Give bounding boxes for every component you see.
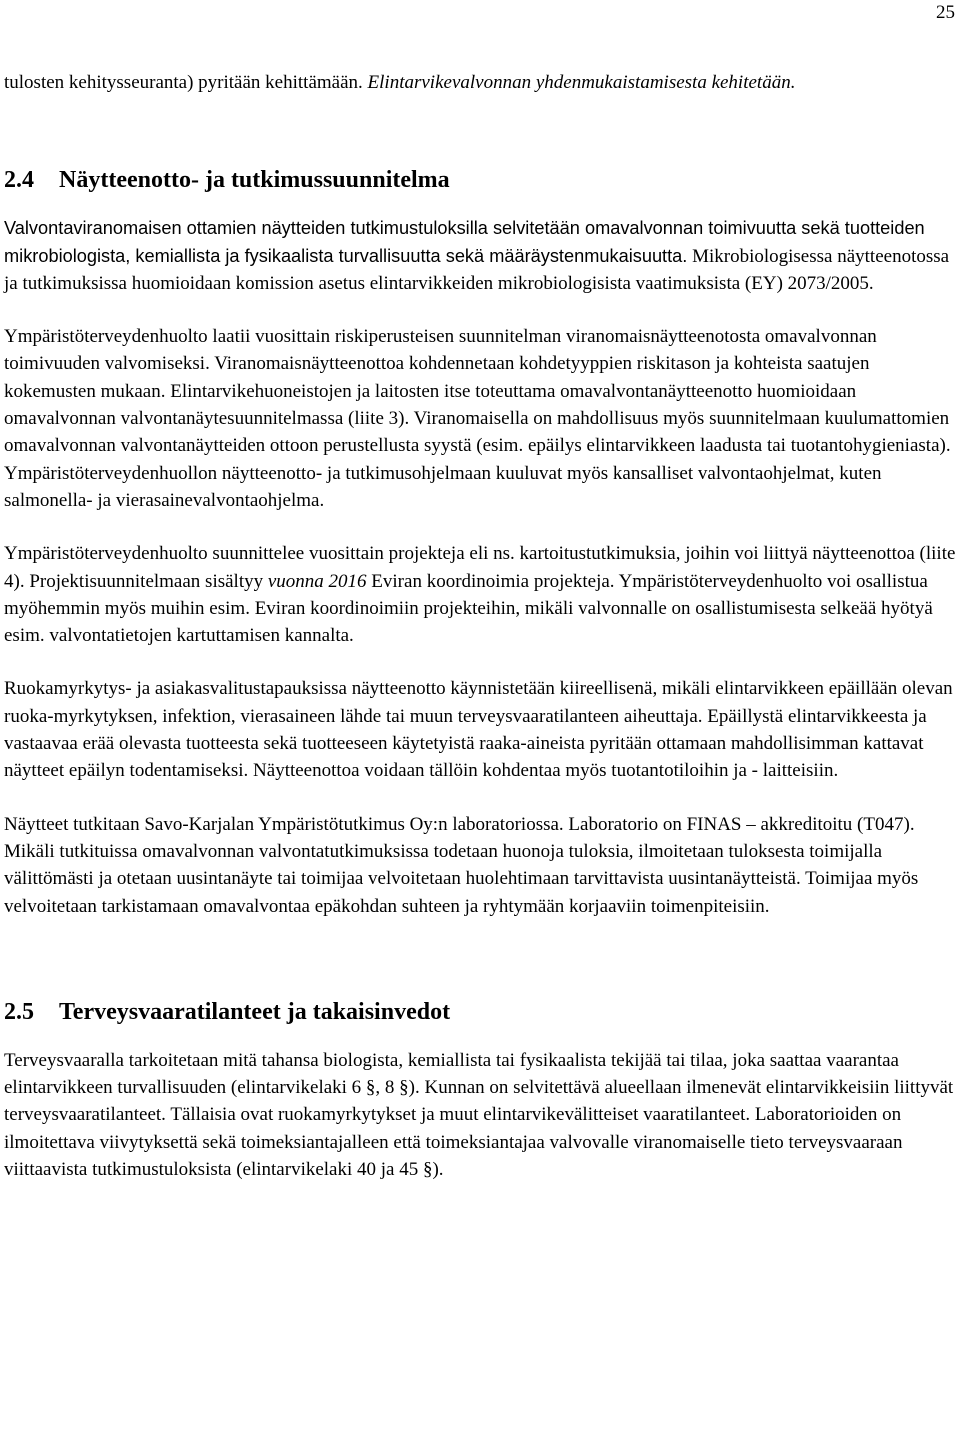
spacer	[4, 1027, 960, 1047]
document-body	[4, 69, 960, 1183]
section-heading-2-4	[4, 165, 960, 195]
text: Eviran koordinoimia projekteja. Ympäristöterveydenhuolto voi osallistua myöhemmin myös muihin esim. Eviran koordinoimiin projekteihin, mikäli valvonnalle on osallistumisesta selkeää hyötyä esim. valvontatietojen kartuttamisen kannalta.	[4, 570, 933, 647]
spacer	[4, 649, 960, 675]
spacer	[4, 920, 960, 997]
paragraph-food-poisoning: Ruokamyrkytys- ja asiakasvalitustapauksissa näytteenotto käynnistetään kiireellisenä, mikäli elintarvikkeen epäillään olevan ruoka-myrkytyksen, infektion, vierasaineen lähde tai muun terveysvaaratilanteen aiheuttaja. Epäillystä elintarvikkeesta ja vastaavaa erää olevasta tuotteesta sekä tuotteeseen käytetyistä raaka-aineista pyritään ottamaan mahdollisimman kattavat näytteet epäilyn todentamiseksi. Näytteenottoa voidaan tällöin kohdentaa myös tuotantotiloihin ja - laitteisiin.	[4, 678, 953, 782]
italic-text: vuonna 2016	[267, 570, 367, 592]
spacer	[4, 297, 960, 323]
spacer	[4, 96, 960, 165]
section-title: Näytteenotto- ja tutkimussuunnitelma	[59, 167, 450, 194]
spacer	[4, 195, 960, 215]
page-number: 25	[936, 2, 955, 23]
intro-paragraph	[4, 69, 960, 96]
spacer	[4, 785, 960, 811]
intro-italic-text: Elintarvikevalvonnan yhdenmukaistamisesta kehitetään.	[367, 72, 796, 93]
paragraph-health-hazard: Terveysvaaralla tarkoitetaan mitä tahansa biologista, kemiallista tai fysikaalista tekijää tai tilaa, joka saattaa vaarantaa elintarvikkeen turvallisuuden (elintarvikelaki 6 §, 8 §). Kunnan on selvitettävä alueellaan ilmenevät elintarvikkeisiin liittyvät terveysvaaratilanteet. Tällaisia ovat ruokamyrkytykset ja muut elintarvikevälitteiset vaaratilanteet. Laboratorioiden on ilmoitettava viivytyksettä sekä toimeksiantajalleen että toimeksiantajaa valvovalle viranomaiselle tieto terveysvaaraan viittaavista tutkimustuloksista (elintarvikelaki 40 ja 45 §).	[4, 1049, 954, 1181]
paragraph-projects	[4, 540, 960, 649]
intro-text: tulosten kehitysseuranta) pyritään kehittämään.	[4, 72, 368, 93]
section-title: Terveysvaaratilanteet ja takaisinvedot	[59, 998, 451, 1025]
section-heading-2-5	[4, 997, 960, 1027]
spacer	[4, 514, 960, 540]
serif-text: Mikrobiologisessa näytteenotossa ja tutkimuksissa huomioidaan komission asetus elintarvikkeiden mikrobiologisista vaatimuksista (EY) 2073/2005.	[4, 245, 950, 294]
section-number: 2.4	[4, 167, 34, 194]
sans-text: Valvontaviranomaisen ottamien näytteiden tutkimustuloksilla selvitetään omavalvonnan toimivuutta sekä tuotteiden mikrobiologista, kemiallista ja fysikaalista turvallisuutta sekä määräystenmukaisuutta.	[4, 218, 925, 266]
paragraph-sampling-purpose	[4, 215, 960, 297]
paragraph-laboratory: Näytteet tutkitaan Savo-Karjalan Ympäristötutkimus Oy:n laboratoriossa. Laboratorio on FINAS – akkreditoitu (T047). Mikäli tutkituissa omavalvonnan valvontatutkimuksissa todetaan huonoja tuloksia, ilmoitetaan tuloksesta toimijalla välittömästi ja otetaan uusintanäyte tai toimijaa velvoitetaan huolehtimaan tarvittavista uusintanäytteistä. Toimijaa myös velvoitetaan tarkistamaan omavalvontaa epäkohdan suhteen ja ryhtymään korjaaviin toimenpiteisiin.	[4, 813, 919, 917]
section-number: 2.5	[4, 998, 34, 1025]
paragraph-sampling-plan: Ympäristöterveydenhuolto laatii vuosittain riskiperusteisen suunnitelman viranomaisnäytteenotosta omavalvonnan toimivuuden valvomiseksi. Viranomaisnäytteenottoa kohdennetaan kohdetyyppien riskitason ja kohteista saatujen kokemusten mukaan. Elintarvikehuoneistojen ja laitosten itse toteuttama omavalvontanäytteenotto huomioidaan omavalvonnan valvontanäytesuunnitelmassa (liite 3). Viranomaisella on mahdollisuus myös suunnitelmaan kuulumattomien omavalvonnan valvontanäytteiden ottoon perustellusta syystä (esim. epäilys elintarvikkeen laadusta tai tuotantohygieniasta). Ympäristöterveydenhuollon näytteenotto- ja tutkimusohjelmaan kuuluvat myös kansalliset valvontaohjelmat, kuten salmonella- ja vierasainevalvontaohjelma.	[4, 326, 951, 511]
text: Ympäristöterveydenhuolto suunnittelee vuosittain projekteja eli ns. kartoitustutkimuksia, joihin voi liittyä näytteenottoa (liite 4). Projektisuunnitelmaan sisältyy	[4, 543, 956, 592]
